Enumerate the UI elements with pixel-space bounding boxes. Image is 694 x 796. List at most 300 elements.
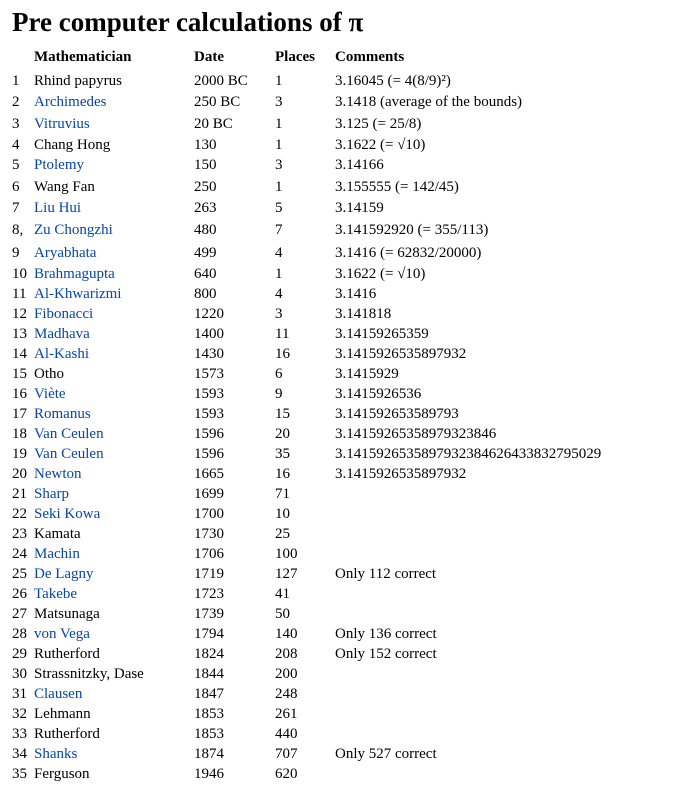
pi-calculations-table — [8, 46, 605, 784]
date-cell-cell — [190, 664, 271, 684]
mathematician-link[interactable]: Van Ceulen — [34, 446, 104, 462]
mathematician-link[interactable]: De Lagny — [34, 566, 94, 582]
places-cell-cell — [271, 764, 331, 784]
mathematician-name: Rutherford — [34, 646, 100, 662]
places-cell: 3 — [275, 306, 283, 322]
row-index: 21 — [12, 486, 27, 502]
places-cell: 7 — [275, 221, 283, 238]
comment-cell: Only 112 correct — [335, 566, 437, 582]
date-cell: 1723 — [194, 586, 224, 602]
places-cell-cell — [271, 704, 331, 724]
date-cell-cell — [190, 264, 271, 284]
table-row — [8, 424, 605, 444]
comment-cell-cell — [331, 69, 605, 92]
comment-cell-cell — [331, 664, 605, 684]
row-index: 12 — [12, 306, 27, 322]
comment-cell-cell — [331, 198, 605, 218]
row-index-cell — [8, 524, 30, 544]
mathematician-link[interactable]: Archimedes — [34, 94, 107, 110]
date-cell: 1593 — [194, 406, 224, 422]
mathematician-link-cell — [30, 584, 190, 604]
comment-cell-cell — [331, 724, 605, 744]
mathematician-link[interactable]: Zu Chongzhi — [34, 221, 113, 238]
places-cell-cell — [271, 304, 331, 324]
date-cell: 1596 — [194, 446, 224, 462]
comment-cell: 3.125 (= 25/8) — [335, 115, 422, 132]
mathematician-link-cell — [30, 444, 190, 464]
row-index: 6 — [12, 178, 20, 195]
date-cell: 1739 — [194, 606, 224, 622]
row-index: 11 — [12, 286, 27, 302]
row-index-cell — [8, 764, 30, 784]
row-index: 3 — [12, 115, 20, 132]
table-row — [8, 604, 605, 624]
mathematician-link-cell — [30, 218, 190, 241]
mathematician-link-cell — [30, 264, 190, 284]
date-cell-cell — [190, 464, 271, 484]
row-index-cell — [8, 155, 30, 175]
places-cell: 4 — [275, 286, 283, 302]
places-cell: 208 — [275, 646, 298, 662]
date-cell: 1730 — [194, 526, 224, 542]
places-cell: 140 — [275, 626, 298, 642]
date-cell-cell — [190, 324, 271, 344]
comment-cell-cell — [331, 112, 605, 135]
mathematician-link[interactable]: Seki Kowa — [34, 506, 101, 522]
date-cell: 250 — [194, 178, 217, 195]
date-cell: 20 BC — [194, 115, 233, 132]
table-row — [8, 284, 605, 304]
comment-cell-cell — [331, 135, 605, 155]
mathematician-name-cell — [30, 175, 190, 198]
comment-cell-cell — [331, 484, 605, 504]
date-cell: 2000 BC — [194, 72, 248, 89]
mathematician-link-cell — [30, 504, 190, 524]
table-row — [8, 344, 605, 364]
mathematician-link-cell — [30, 284, 190, 304]
table-row — [8, 504, 605, 524]
places-cell: 11 — [275, 326, 290, 342]
mathematician-name: Ferguson — [34, 766, 90, 782]
mathematician-link[interactable]: Vitruvius — [34, 115, 90, 132]
comment-cell-cell — [331, 704, 605, 724]
comment-cell-cell — [331, 404, 605, 424]
row-index: 16 — [12, 386, 27, 402]
row-index: 5 — [12, 157, 20, 173]
comment-cell: 3.14166 — [335, 157, 384, 173]
places-cell: 4 — [275, 244, 283, 261]
date-cell: 1853 — [194, 706, 224, 722]
places-cell-cell — [271, 664, 331, 684]
row-index: 7 — [12, 200, 20, 216]
places-cell-cell — [271, 484, 331, 504]
mathematician-link-cell — [30, 344, 190, 364]
places-cell-cell — [271, 284, 331, 304]
mathematician-name-cell — [30, 664, 190, 684]
page-title: Pre computer calculations of π — [12, 7, 364, 37]
date-cell-cell — [190, 424, 271, 444]
comment-cell-cell — [331, 364, 605, 384]
places-cell-cell — [271, 524, 331, 544]
date-cell: 1847 — [194, 686, 224, 702]
date-cell-cell — [190, 112, 271, 135]
mathematician-name: Rhind papyrus — [34, 72, 122, 89]
mathematician-name-cell — [30, 364, 190, 384]
comment-cell-cell — [331, 218, 605, 241]
table-header-row — [8, 46, 605, 69]
table-row — [8, 112, 605, 135]
comment-cell-cell — [331, 764, 605, 784]
row-index: 13 — [12, 326, 27, 342]
date-cell-cell — [190, 175, 271, 198]
mathematician-name: Rutherford — [34, 726, 100, 742]
mathematician-name-cell — [30, 604, 190, 624]
mathematician-link-cell — [30, 112, 190, 135]
mathematician-link[interactable]: Shanks — [34, 746, 78, 762]
date-cell: 1699 — [194, 486, 224, 502]
comment-cell-cell — [331, 684, 605, 704]
comment-cell: 3.141818 — [335, 306, 392, 322]
row-index-cell — [8, 264, 30, 284]
date-cell: 1665 — [194, 466, 224, 482]
table-row — [8, 484, 605, 504]
row-index: 10 — [12, 266, 27, 282]
places-cell: 1 — [275, 115, 283, 132]
table-row — [8, 444, 605, 464]
row-index: 33 — [12, 726, 27, 742]
places-cell-cell — [271, 241, 331, 264]
table-row — [8, 135, 605, 155]
mathematician-name-cell — [30, 764, 190, 784]
date-cell: 640 — [194, 266, 217, 282]
row-index-cell — [8, 175, 30, 198]
mathematician-link[interactable]: Madhava — [34, 326, 90, 342]
row-index-cell — [8, 624, 30, 644]
row-index-cell — [8, 564, 30, 584]
places-cell-cell — [271, 175, 331, 198]
places-cell-cell — [271, 644, 331, 664]
row-index: 25 — [12, 566, 27, 582]
date-cell: 1824 — [194, 646, 224, 662]
date-cell: 1593 — [194, 386, 224, 402]
mathematician-link[interactable]: Clausen — [34, 686, 83, 702]
table-row — [8, 564, 605, 584]
date-cell-cell — [190, 504, 271, 524]
mathematician-link[interactable]: Romanus — [34, 406, 91, 422]
row-index-cell — [8, 324, 30, 344]
table-row — [8, 744, 605, 764]
mathematician-name: Lehmann — [34, 706, 91, 722]
mathematician-name-cell — [30, 724, 190, 744]
mathematician-link-cell — [30, 464, 190, 484]
places-cell: 1 — [275, 178, 283, 195]
mathematician-column-header: Mathematician — [34, 49, 132, 65]
date-cell: 1794 — [194, 626, 224, 642]
comment-cell: Only 136 correct — [335, 626, 437, 642]
mathematician-link[interactable]: Al-Kashi — [34, 346, 89, 362]
mathematician-link-cell — [30, 484, 190, 504]
comment-cell-cell — [331, 304, 605, 324]
mathematician-link[interactable]: Fibonacci — [34, 306, 94, 322]
comment-cell: 3.14159 — [335, 200, 384, 216]
comment-cell: 3.16045 (= 4(8/9)²) — [335, 72, 451, 89]
table-row — [8, 69, 605, 92]
table-row — [8, 724, 605, 744]
mathematician-link[interactable]: Liu Hui — [34, 200, 82, 216]
comment-cell-cell — [331, 155, 605, 175]
row-index-cell — [8, 684, 30, 704]
comment-cell-cell — [331, 324, 605, 344]
date-cell-cell — [190, 284, 271, 304]
comment-cell: 3.1415926536 — [335, 386, 422, 402]
table-row — [8, 155, 605, 175]
date-cell-cell — [190, 135, 271, 155]
places-cell-cell — [271, 364, 331, 384]
row-index: 22 — [12, 506, 27, 522]
comment-cell: Only 152 correct — [335, 646, 437, 662]
mathematician-link-cell — [30, 241, 190, 264]
places-cell: 100 — [275, 546, 298, 562]
table-row — [8, 584, 605, 604]
row-index: 34 — [12, 746, 27, 762]
table-row — [8, 364, 605, 384]
places-cell: 10 — [275, 506, 290, 522]
mathematician-link[interactable]: Viète — [34, 386, 66, 402]
date-cell-cell — [190, 218, 271, 241]
row-index-cell — [8, 92, 30, 112]
row-index-cell — [8, 644, 30, 664]
date-cell: 1430 — [194, 346, 224, 362]
places-cell: 127 — [275, 566, 298, 582]
comment-cell: 3.1416 — [335, 286, 377, 302]
row-index-cell — [8, 135, 30, 155]
table-row — [8, 241, 605, 264]
row-index-cell — [8, 218, 30, 241]
places-cell-cell — [271, 624, 331, 644]
mathematician-link[interactable]: Sharp — [34, 486, 69, 502]
places-cell: 16 — [275, 346, 290, 362]
mathematician-link[interactable]: Van Ceulen — [34, 426, 104, 442]
places-cell: 16 — [275, 466, 290, 482]
mathematician-link[interactable]: Takebe — [34, 586, 78, 602]
places-cell: 1 — [275, 266, 283, 282]
places-cell-cell — [271, 604, 331, 624]
places-cell-cell — [271, 424, 331, 444]
places-cell: 9 — [275, 386, 283, 402]
table-row — [8, 218, 605, 241]
comment-cell-cell — [331, 344, 605, 364]
row-index-cell — [8, 504, 30, 524]
mathematician-name-cell — [30, 644, 190, 664]
date-cell: 1844 — [194, 666, 224, 682]
mathematician-link-cell — [30, 384, 190, 404]
mathematician-name: Kamata — [34, 526, 81, 542]
mathematician-link[interactable]: Ptolemy — [34, 157, 85, 173]
date-cell-cell — [190, 404, 271, 424]
comment-cell-cell — [331, 744, 605, 764]
date-cell-cell — [190, 524, 271, 544]
mathematician-link[interactable]: Aryabhata — [34, 244, 97, 261]
row-index-cell — [8, 664, 30, 684]
date-column-header: Date — [194, 49, 224, 65]
row-index-cell — [8, 241, 30, 264]
mathematician-name-cell — [30, 69, 190, 92]
places-cell: 1 — [275, 137, 283, 153]
row-index-cell — [8, 112, 30, 135]
date-cell: 1700 — [194, 506, 224, 522]
date-cell-cell — [190, 544, 271, 564]
places-cell-cell — [271, 112, 331, 135]
comment-cell-cell — [331, 175, 605, 198]
row-index: 2 — [12, 94, 20, 110]
mathematician-name: Chang Hong — [34, 137, 111, 153]
places-cell: 3 — [275, 94, 283, 110]
date-cell: 263 — [194, 200, 217, 216]
comment-cell: 3.1622 (= √10) — [335, 266, 426, 282]
mathematician-link-cell — [30, 744, 190, 764]
date-cell: 1719 — [194, 566, 224, 582]
table-row — [8, 324, 605, 344]
row-index: 8, — [12, 221, 24, 238]
comment-cell-cell — [331, 284, 605, 304]
comment-cell: 3.14159265358979323846264338327950​29 — [335, 446, 602, 462]
places-cell: 41 — [275, 586, 290, 602]
comment-cell-cell — [331, 504, 605, 524]
mathematician-link[interactable]: von Vega — [34, 626, 90, 642]
date-cell: 1874 — [194, 746, 224, 762]
table-row — [8, 175, 605, 198]
table-row — [8, 664, 605, 684]
date-cell-cell — [190, 704, 271, 724]
places-cell: 3 — [275, 157, 283, 173]
comments-column-header: Comments — [335, 49, 405, 65]
row-index: 14 — [12, 346, 27, 362]
places-cell-cell — [271, 155, 331, 175]
comment-cell: 3.141592653589793 — [335, 406, 459, 422]
places-column-header: Places — [275, 49, 315, 65]
table-row — [8, 384, 605, 404]
table-body — [8, 69, 605, 784]
row-index-cell — [8, 404, 30, 424]
date-cell-cell — [190, 444, 271, 464]
date-cell-cell — [190, 584, 271, 604]
mathematician-link-cell — [30, 424, 190, 444]
comment-cell: 3.1415929 — [335, 366, 399, 382]
places-cell: 440 — [275, 726, 298, 742]
date-cell: 130 — [194, 137, 217, 153]
places-cell-cell — [271, 684, 331, 704]
row-index: 1 — [12, 72, 20, 89]
date-cell-cell — [190, 604, 271, 624]
row-index-cell — [8, 284, 30, 304]
places-cell: 261 — [275, 706, 298, 722]
mathematician-name: Wang Fan — [34, 178, 95, 195]
mathematician-link-cell — [30, 564, 190, 584]
row-index: 32 — [12, 706, 27, 722]
date-cell: 150 — [194, 157, 217, 173]
date-cell-cell — [190, 344, 271, 364]
places-cell-cell — [271, 724, 331, 744]
comment-cell-cell — [331, 464, 605, 484]
date-cell: 499 — [194, 244, 217, 261]
date-cell: 1706 — [194, 546, 224, 562]
places-cell-cell — [271, 544, 331, 564]
mathematician-name-cell — [30, 524, 190, 544]
places-cell-cell — [271, 92, 331, 112]
comment-cell-cell — [331, 544, 605, 564]
date-cell: 800 — [194, 286, 217, 302]
mathematician-link-cell — [30, 198, 190, 218]
comment-cell-cell — [331, 584, 605, 604]
mathematician-link[interactable]: Machin — [34, 546, 80, 562]
comment-cell-cell — [331, 644, 605, 664]
row-index-cell — [8, 344, 30, 364]
comment-cell: 3.14159265358979323846 — [335, 426, 497, 442]
date-cell: 1946 — [194, 766, 224, 782]
row-index-cell — [8, 364, 30, 384]
mathematician-name: Strassnitzky, Dase — [34, 666, 144, 682]
date-cell: 1400 — [194, 326, 224, 342]
places-cell: 35 — [275, 446, 290, 462]
row-index-cell — [8, 464, 30, 484]
row-index-cell — [8, 724, 30, 744]
date-cell-cell — [190, 92, 271, 112]
comment-cell-cell — [331, 241, 605, 264]
row-index-cell — [8, 424, 30, 444]
comment-cell-cell — [331, 604, 605, 624]
mathematician-link[interactable]: Brahmagupta — [34, 266, 115, 282]
row-index: 19 — [12, 446, 27, 462]
row-index: 35 — [12, 766, 27, 782]
mathematician-link[interactable]: Al-Khwarizmi — [34, 286, 122, 302]
comment-cell: 3.1415926535897932 — [335, 346, 467, 362]
places-cell-cell — [271, 324, 331, 344]
places-cell-cell — [271, 444, 331, 464]
mathematician-link-cell — [30, 324, 190, 344]
date-cell: 480 — [194, 221, 217, 238]
row-index-cell — [8, 704, 30, 724]
row-index: 31 — [12, 686, 27, 702]
places-cell-cell — [271, 344, 331, 364]
mathematician-link-cell — [30, 404, 190, 424]
table-row — [8, 464, 605, 484]
row-index-cell — [8, 384, 30, 404]
mathematician-link-cell — [30, 304, 190, 324]
date-cell-cell — [190, 69, 271, 92]
date-cell-cell — [190, 484, 271, 504]
mathematician-link[interactable]: Newton — [34, 466, 82, 482]
table-row — [8, 544, 605, 564]
table-row — [8, 704, 605, 724]
places-cell: 25 — [275, 526, 290, 542]
comment-cell: 3.155555 (= 142/45) — [335, 178, 459, 195]
comment-cell: 3.14159265359 — [335, 326, 429, 342]
comment-cell-cell — [331, 424, 605, 444]
table-row — [8, 264, 605, 284]
row-index: 17 — [12, 406, 27, 422]
date-cell: 1573 — [194, 366, 224, 382]
table-row — [8, 644, 605, 664]
comment-cell: 3.1415926535897932 — [335, 466, 467, 482]
places-cell: 20 — [275, 426, 290, 442]
row-index: 27 — [12, 606, 27, 622]
table-row — [8, 198, 605, 218]
row-index: 24 — [12, 546, 27, 562]
row-index-cell — [8, 198, 30, 218]
mathematician-link-cell — [30, 544, 190, 564]
row-index-cell — [8, 304, 30, 324]
places-cell: 71 — [275, 486, 290, 502]
